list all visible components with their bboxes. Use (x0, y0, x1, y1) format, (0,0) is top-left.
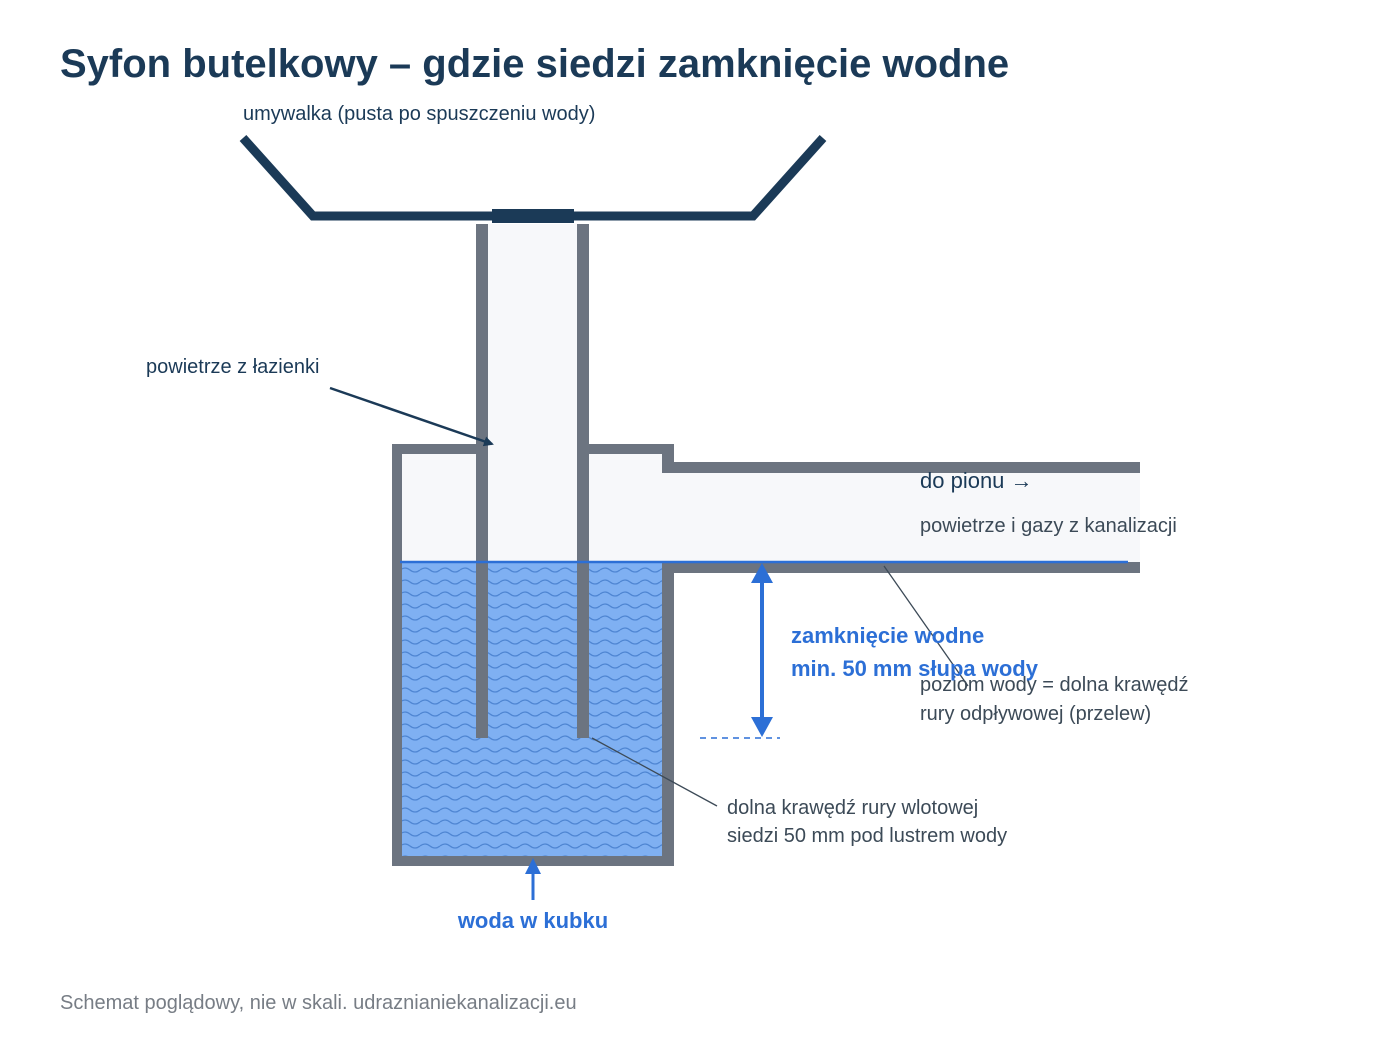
bathroom-air-arrow (330, 388, 492, 444)
seal-arrow-down-icon (751, 717, 773, 737)
inlet-edge-label-line2: siedzi 50 mm pod lustrem wody (727, 825, 1008, 847)
sink-basin (243, 138, 823, 216)
bottle-left-wall (392, 444, 402, 866)
bottle-top-right (577, 444, 674, 454)
outlet-pipe-bottom-wall (662, 562, 1140, 573)
inlet-pipe-left-wall (476, 224, 488, 738)
to-stack-label: do pionu → (920, 468, 1033, 493)
inlet-edge-label-line1: dolna krawędź rury wlotowej (727, 797, 979, 819)
sink-drain-outlet (492, 209, 574, 223)
bottle-top-left (392, 444, 482, 454)
bathroom-air-label: powietrze z łazienki (146, 356, 320, 378)
water-level-label-line1: poziom wody = dolna krawędź (920, 674, 1189, 696)
inlet-pipe-water-waves (488, 562, 578, 738)
sink-label: umywalka (pusta po spuszczeniu wody) (243, 103, 596, 125)
water-seal-label-line1: zamknięcie wodne (791, 623, 985, 648)
footer-note: Schemat poglądowy, nie w skali. udraznianiekanalizacji.eu (60, 992, 577, 1014)
water-level-label-line2: rury odpływowej (przelew) (920, 703, 1152, 725)
page-title: Syfon butelkowy – gdzie siedzi zamknięcie wodne (60, 42, 1010, 86)
water-in-cup-label: woda w kubku (457, 908, 609, 933)
water-seal-label-line2: min. 50 mm słupa wody (791, 656, 1038, 681)
sewer-gases-label: powietrze i gazy z kanalizacji (920, 515, 1177, 537)
inlet-pipe-right-wall (577, 224, 589, 738)
bottle-right-wall (662, 573, 674, 866)
outlet-pipe-top-wall (662, 462, 1140, 473)
inlet-pipe-air (488, 224, 578, 562)
